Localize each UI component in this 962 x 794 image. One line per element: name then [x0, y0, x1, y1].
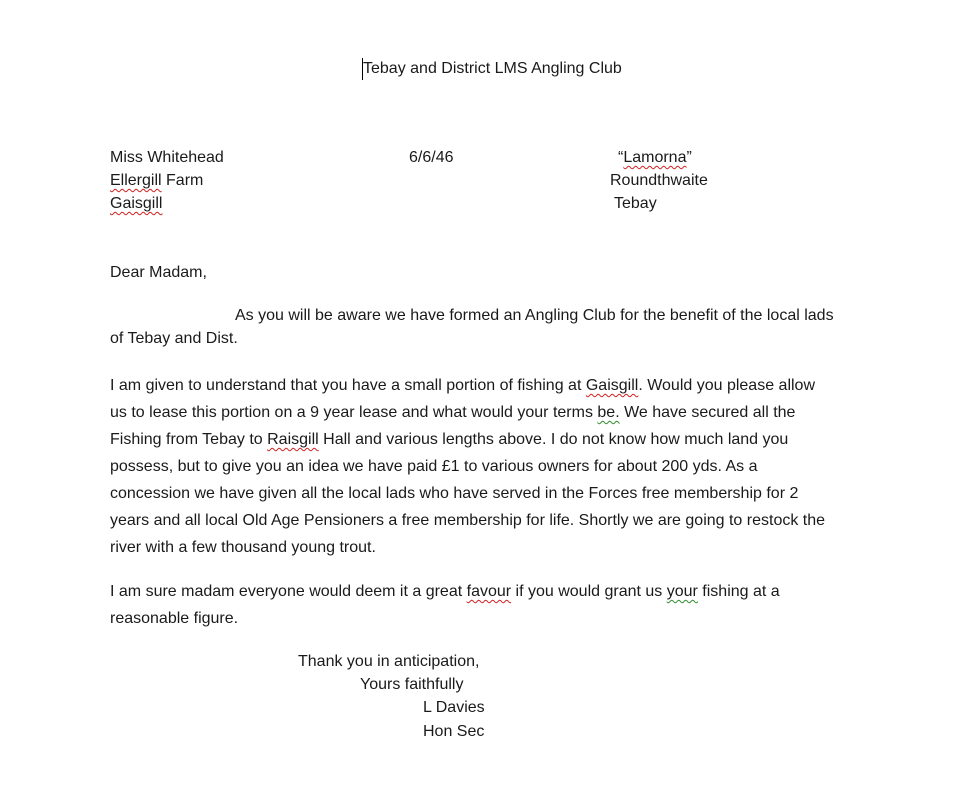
para2-line6: years and all local Old Age Pensioners a free membership for life. Shortly we are going to restock the	[110, 512, 826, 529]
para2-grammar-be: be.	[597, 404, 620, 421]
closing-title: Hon Sec	[423, 723, 485, 740]
para2-line2-a: us to lease this portion on a 9 year lease and what would your terms	[110, 404, 598, 421]
recipient-address-line2	[110, 193, 162, 215]
letter-heading: Tebay and District LMS Angling Club	[363, 60, 622, 77]
para2	[110, 372, 910, 561]
para3-misspelled-favour: favour	[466, 583, 512, 600]
closing-signatory: L Davies	[423, 699, 485, 716]
para2-misspelled-gaisgill: Gaisgill	[585, 377, 639, 394]
recipient-address-line1-rest: Farm	[161, 172, 204, 189]
para3-line1-c: if you would grant us	[511, 583, 667, 600]
para3-line2: reasonable figure.	[110, 610, 239, 627]
sender-address-line2: Roundthwaite	[610, 172, 708, 189]
recipient-address-line1	[110, 170, 203, 192]
closing-thanks: Thank you in anticipation,	[298, 653, 480, 670]
para3	[110, 578, 910, 632]
para2-misspelled-raisgill: Raisgill	[267, 431, 319, 448]
para2-line1	[110, 372, 910, 399]
para2-line4: possess, but to give you an idea we have paid £1 to various owners for about 200 yds. As a	[110, 458, 758, 475]
para2-line7: river with a few thousand young trout.	[110, 539, 376, 556]
para2-line2	[110, 399, 910, 426]
para2-line2-c: We have secured all the	[619, 404, 796, 421]
para2-line1-c: . Would you please allow	[638, 377, 816, 394]
recipient-address-line2-text: Gaisgill	[110, 195, 163, 212]
para2-line1-a: I am given to understand that you have a small portion of fishing at	[110, 377, 586, 394]
sender-house-close-quote: ”	[686, 149, 692, 166]
para2-line3-c: Hall and various lengths above. I do not know how much land you	[318, 431, 789, 448]
para3-line1-a: I am sure madam everyone would deem it a great	[110, 583, 467, 600]
closing-valediction: Yours faithfully	[360, 676, 464, 693]
para2-line3-a: Fishing from Tebay to	[110, 431, 268, 448]
sender-house-name	[618, 147, 692, 169]
salutation: Dear Madam,	[110, 264, 207, 281]
para2-line3	[110, 426, 910, 453]
sender-address-line3: Tebay	[614, 195, 657, 212]
para3-line1	[110, 578, 910, 605]
para1-line2: of Tebay and Dist.	[110, 330, 238, 347]
recipient-name: Miss Whitehead	[110, 149, 224, 166]
sender-house-name-text: Lamorna	[623, 149, 687, 166]
para2-line5: concession we have given all the local lads who have served in the Forces free membership for 2	[110, 485, 799, 502]
recipient-address-line1-place: Ellergill	[110, 172, 162, 189]
para1-line1: As you will be aware we have formed an Angling Club for the benefit of the local lads	[235, 307, 834, 324]
sender-house-open-quote: “	[618, 149, 624, 166]
letter-date: 6/6/46	[409, 149, 454, 166]
para3-line1-e: fishing at a	[697, 583, 780, 600]
para3-grammar-your: your	[666, 583, 698, 600]
